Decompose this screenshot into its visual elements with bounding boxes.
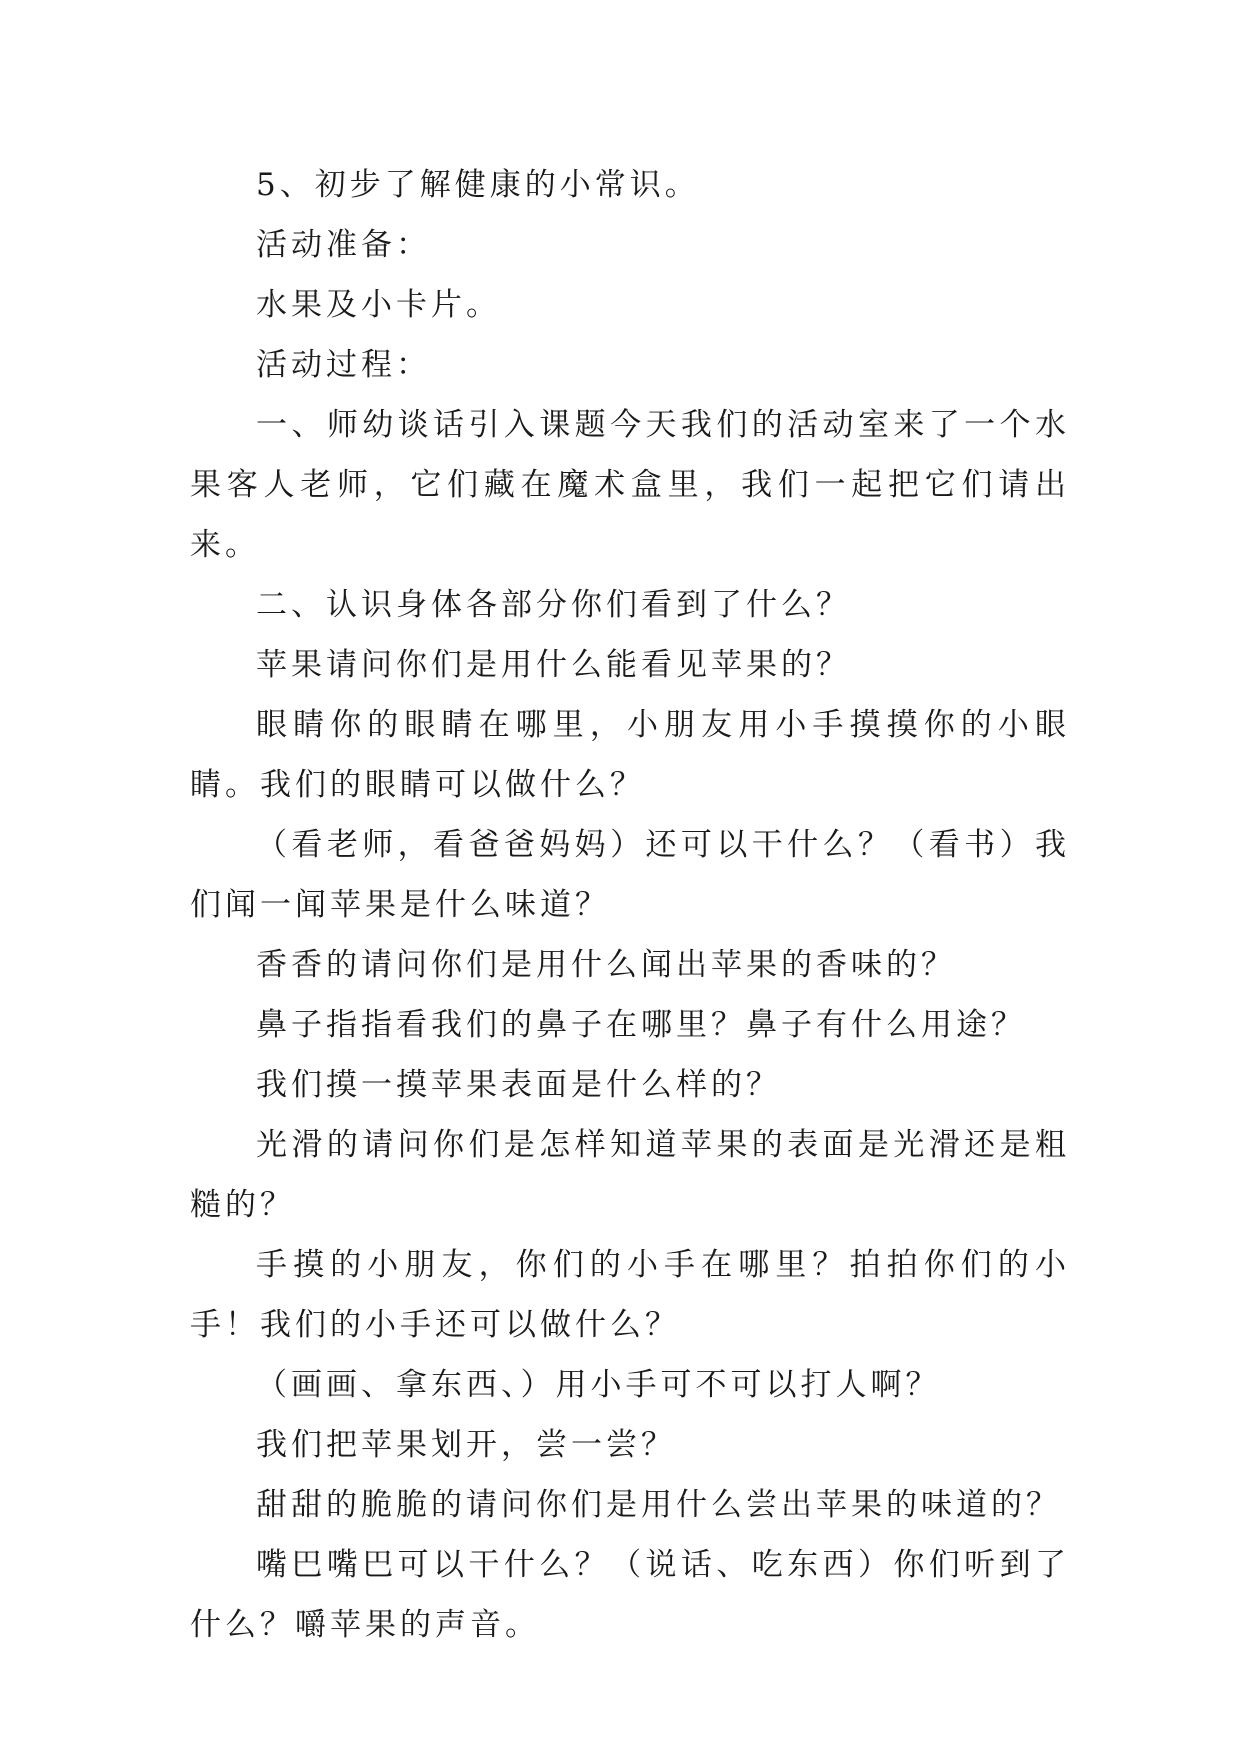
paragraph: 我们摸一摸苹果表面是什么样的？ <box>256 1067 781 1103</box>
paragraph: 鼻子指指看我们的鼻子在哪里？鼻子有什么用途？ <box>256 1007 1026 1043</box>
paragraph: 水果及小卡片。 <box>256 287 501 323</box>
paragraph: 嘴巴嘴巴可以干什么？（说话、吃东西）你们听到了什么？嚼苹果的声音。 <box>190 1547 1070 1643</box>
paragraph: 5、初步了解健康的小常识。 <box>256 167 700 203</box>
paragraph: （看老师，看爸爸妈妈）还可以干什么？（看书）我们闻一闻苹果是什么味道？ <box>190 827 1070 923</box>
paragraph: 甜甜的脆脆的请问你们是用什么尝出苹果的味道的？ <box>256 1487 1061 1523</box>
paragraph: 光滑的请问你们是怎样知道苹果的表面是光滑还是粗糙的？ <box>190 1127 1070 1223</box>
paragraph: 香香的请问你们是用什么闻出苹果的香味的？ <box>256 947 956 983</box>
paragraph: 二、认识身体各部分你们看到了什么？ <box>256 587 851 623</box>
paragraph: （画画、拿东西、）用小手可不可以打人啊？ <box>256 1367 941 1403</box>
paragraph: 一、师幼谈话引入课题今天我们的活动室来了一个水果客人老师，它们藏在魔术盒里，我们一起把它们请出来。 <box>190 407 1070 563</box>
paragraph: 活动过程： <box>256 347 431 383</box>
paragraph: 手摸的小朋友，你们的小手在哪里？拍拍你们的小手！我们的小手还可以做什么？ <box>190 1247 1070 1343</box>
paragraph: 活动准备： <box>256 227 431 263</box>
paragraph: 苹果请问你们是用什么能看见苹果的？ <box>256 647 851 683</box>
paragraph: 我们把苹果划开，尝一尝？ <box>256 1427 676 1463</box>
paragraph: 眼睛你的眼睛在哪里，小朋友用小手摸摸你的小眼睛。我们的眼睛可以做什么？ <box>190 707 1070 803</box>
document-body <box>190 155 1070 1655</box>
